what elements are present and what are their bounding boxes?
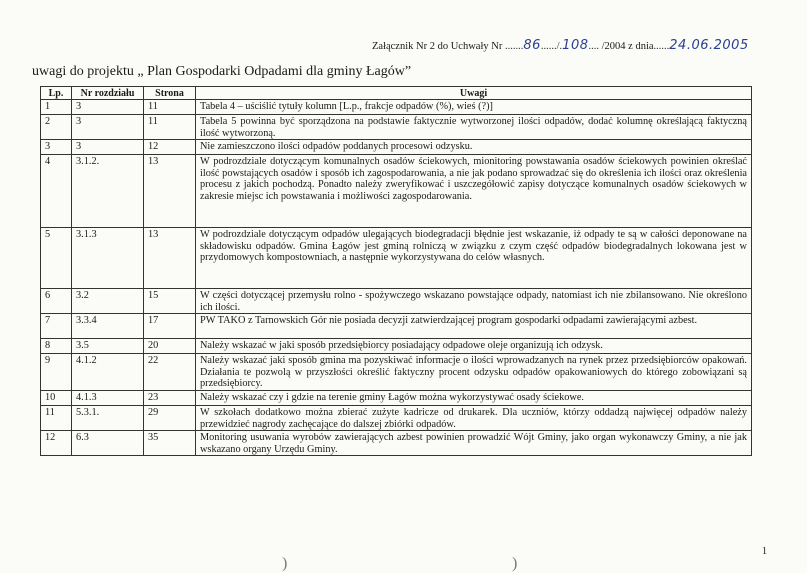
cell-lp: 7 [41,314,72,339]
table-row [41,354,752,391]
cell-uwagi: W części dotyczącej przemysłu rolno - spożywczego wskazano powstające odpady, natomiast ich nie zbilansowano. Nie określono ich ilości. [196,289,752,314]
cell-uwagi: Tabela 5 powinna być sporządzona na podstawie faktycznie wytworzonej ilości odpadów, dodać kolumnę określającą faktyczną ilość wytworzoną. [196,115,752,140]
resolution-number-handwritten: 86 [523,38,541,53]
table-row [41,431,752,456]
cell-uwagi: Należy wskazać czy i gdzie na terenie gminy Łagów można wykorzystywać osady ściekowe. [196,391,752,406]
cell-lp: 6 [41,289,72,314]
cell-nr-rozdzialu: 4.1.2 [72,354,144,391]
cell-uwagi: W podrozdziale dotyczącym komunalnych osadów ściekowych, mionitoring powstawania osadów ściekowych powinien określać ilość powstających osadów i sposób ich zagospodarowania, a nie jak podano sprowadzać się do określenia ich ilości oraz określenia procesu z jakich pochodzą. Ponadto należy zweryfikować i uszczegółowić zapisy dotyczące komunalnych osadów ściekowych w zakresie miejsc ich powstawania i możliwości zagospodarowania. [196,155,752,228]
column-header-uwagi: Uwagi [196,87,752,100]
cell-nr-rozdzialu: 6.3 [72,431,144,456]
cell-strona: 35 [144,431,196,456]
cell-nr-rozdzialu: 3.2 [72,289,144,314]
resolution-number2-handwritten: 108 [562,38,589,53]
attachment-header: Załącznik Nr 2 do Uchwały Nr .......86....../.108.... /2004 z dnia......24.06.2005 [372,38,749,53]
cell-uwagi: Należy wskazać jaki sposób gmina ma pozyskiwać informacje o ilości wprowadzanych na rynek przez przedsiębiorców opakowań. Działania te pozwolą w przyszłości określić faktyczny procent odzysku odpadów opakowaniowych do którego zobowiązani są przedsiębiorcy. [196,354,752,391]
cell-nr-rozdzialu: 4.1.3 [72,391,144,406]
cell-strona: 29 [144,406,196,431]
cell-strona: 12 [144,140,196,155]
cell-lp: 10 [41,391,72,406]
column-header-nr-rozdzialu: Nr rozdziału [72,87,144,100]
cell-uwagi: W szkołach dodatkowo można zbierać zużyte kadricze od drukarek. Dla uczniów, którzy oddadzą najwięcej odpadów należy przewidzieć nagrody zachęcające do dalszej zbiórki odpadów. [196,406,752,431]
table-row [41,100,752,115]
date-handwritten: 24.06.2005 [669,38,749,53]
scan-mark-right: ) [512,555,518,572]
table-row [41,155,752,228]
cell-uwagi: Nie zamieszczono ilości odpadów poddanych procesowi odzysku. [196,140,752,155]
cell-nr-rozdzialu: 3.1.3 [72,228,144,289]
cell-uwagi: Monitoring usuwania wyrobów zawierających azbest powinien prowadzić Wójt Gminy, jako organ wykonawczy Gminy, a nie jak wskazano organy Urzędu Gminy. [196,431,752,456]
table-row [41,115,752,140]
cell-strona: 22 [144,354,196,391]
page-number: 1 [762,546,767,557]
scan-mark-left: ) [282,555,288,572]
cell-strona: 13 [144,155,196,228]
column-header-lp: Lp. [41,87,72,100]
cell-strona: 13 [144,228,196,289]
table-row [41,228,752,289]
remarks-table [40,86,752,456]
cell-uwagi: W podrozdziale dotyczącym odpadów ulegających biodegradacji błędnie jest wskazanie, iż odpady te są w całości deponowane na składowisku odpadów. Gmina Łagów jest gminą rolniczą w związku z czym część odpadów biodegradalnych lokowana jest w przydomowych kompostowniach, a następnie wykorzystywana do celów własnych. [196,228,752,289]
cell-lp: 8 [41,339,72,354]
cell-lp: 5 [41,228,72,289]
cell-strona: 15 [144,289,196,314]
header-prefix: Załącznik Nr 2 do Uchwały Nr [372,41,503,52]
table-row [41,140,752,155]
cell-lp: 1 [41,100,72,115]
cell-lp: 12 [41,431,72,456]
cell-lp: 9 [41,354,72,391]
cell-strona: 11 [144,115,196,140]
cell-lp: 2 [41,115,72,140]
cell-lp: 4 [41,155,72,228]
cell-lp: 3 [41,140,72,155]
cell-uwagi: Należy wskazać w jaki sposób przedsiębiorcy posiadający odpadowe oleje organizują ich odzysk. [196,339,752,354]
cell-nr-rozdzialu: 3.1.2. [72,155,144,228]
cell-uwagi: PW TAKO z Tarnowskich Gór nie posiada decyzji zatwierdzającej program gospodarki odpadami zawierającymi azbest. [196,314,752,339]
table-row [41,289,752,314]
table-header-row [41,87,752,100]
cell-strona: 23 [144,391,196,406]
cell-strona: 17 [144,314,196,339]
table-row [41,314,752,339]
table-body [41,100,752,456]
column-header-strona: Strona [144,87,196,100]
cell-nr-rozdzialu: 3.3.4 [72,314,144,339]
cell-lp: 11 [41,406,72,431]
cell-strona: 20 [144,339,196,354]
document-title: uwagi do projektu „ Plan Gospodarki Odpadami dla gminy Łagów” [32,64,412,79]
table-row [41,406,752,431]
cell-nr-rozdzialu: 3 [72,115,144,140]
cell-uwagi: Tabela 4 – uściślić tytuły kolumn [L.p., frakcje odpadów (%), wieś (?)] [196,100,752,115]
cell-nr-rozdzialu: 3 [72,100,144,115]
table-row [41,339,752,354]
header-year: /2004 z dnia [601,41,654,52]
cell-nr-rozdzialu: 3 [72,140,144,155]
table-row [41,391,752,406]
cell-strona: 11 [144,100,196,115]
cell-nr-rozdzialu: 3.5 [72,339,144,354]
cell-nr-rozdzialu: 5.3.1. [72,406,144,431]
